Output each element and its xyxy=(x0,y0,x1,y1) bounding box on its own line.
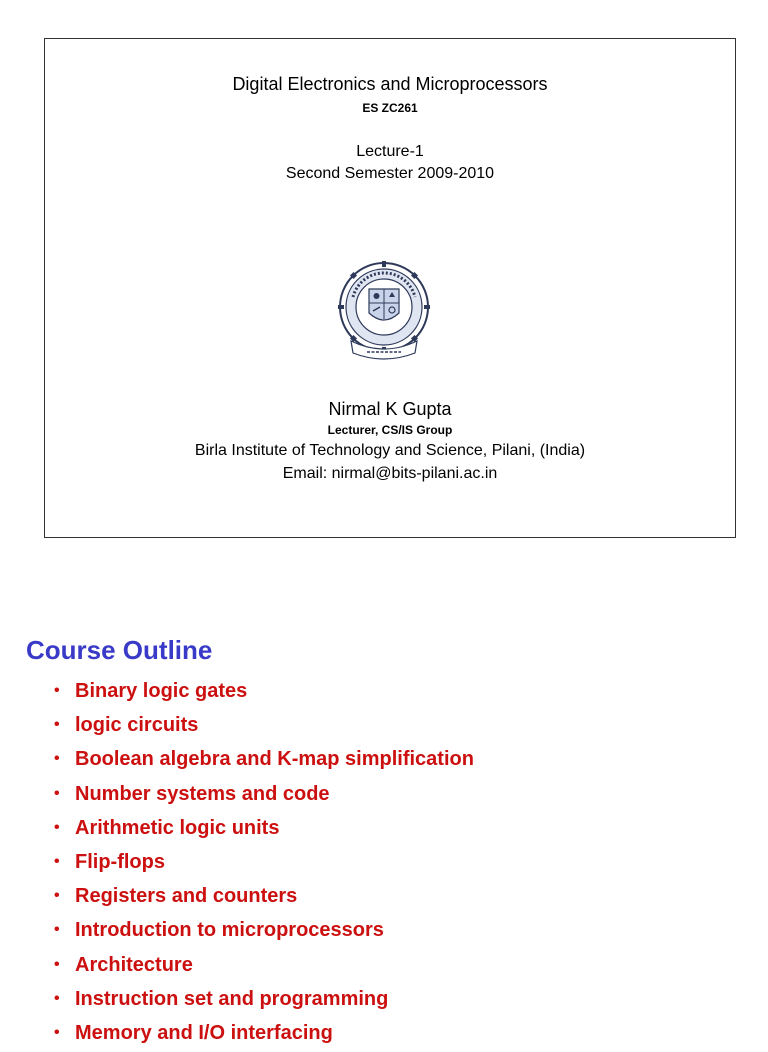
list-item-label: Introduction to microprocessors xyxy=(75,919,384,942)
list-item-label: Instruction set and programming xyxy=(75,987,389,1010)
list-item xyxy=(54,676,474,710)
bullet-dot-icon: • xyxy=(54,852,60,870)
list-item xyxy=(54,1018,474,1052)
list-item xyxy=(54,881,474,915)
outline-list xyxy=(54,676,474,1052)
lecturer-name: Nirmal K Gupta xyxy=(328,399,452,419)
bullet-dot-icon: • xyxy=(54,955,60,973)
bullet-dot-icon: • xyxy=(54,716,60,734)
list-item xyxy=(54,813,474,847)
bullet-dot-icon: • xyxy=(54,989,60,1007)
list-item-label: Flip-flops xyxy=(75,850,165,873)
list-item xyxy=(54,744,474,778)
bullet-dot-icon: • xyxy=(54,784,60,802)
list-item-label: Boolean algebra and K-map simplification xyxy=(75,748,474,771)
bullet-dot-icon: • xyxy=(54,750,60,768)
course-code: ES ZC261 xyxy=(362,101,418,115)
list-item-label: logic circuits xyxy=(75,714,199,737)
list-item xyxy=(54,915,474,949)
list-item-label: Architecture xyxy=(75,953,193,976)
list-item xyxy=(54,847,474,881)
bits-pilani-logo xyxy=(329,261,439,363)
list-item-label: Number systems and code xyxy=(75,782,330,805)
lecturer-email: Email: nirmal@bits-pilani.ac.in xyxy=(282,465,498,482)
semester: Second Semester 2009-2010 xyxy=(285,165,495,182)
list-item xyxy=(54,984,474,1018)
lecturer-role: Lecturer, CS/IS Group xyxy=(327,423,453,437)
list-item xyxy=(54,779,474,813)
list-item-label: Memory and I/O interfacing xyxy=(75,1021,333,1044)
bullet-dot-icon: • xyxy=(54,682,60,699)
outline-title: Course Outline xyxy=(26,635,213,665)
title-slide xyxy=(44,38,736,538)
institute-name: Birla Institute of Technology and Science, Pilani, (India) xyxy=(194,442,586,459)
bullet-dot-icon: • xyxy=(54,1023,60,1041)
list-item xyxy=(54,710,474,744)
bullet-dot-icon: • xyxy=(54,887,60,905)
list-item-label: Binary logic gates xyxy=(75,680,248,702)
list-item-label: Registers and counters xyxy=(75,885,298,908)
lecture-number: Lecture-1 xyxy=(356,143,424,160)
bits-pilani-emblem-icon xyxy=(329,261,439,363)
bullet-dot-icon: • xyxy=(54,818,60,836)
list-item-label: Arithmetic logic units xyxy=(75,816,280,839)
bullet-dot-icon: • xyxy=(54,921,60,939)
course-title: Digital Electronics and Microprocessors xyxy=(232,74,548,94)
list-item xyxy=(54,950,474,984)
